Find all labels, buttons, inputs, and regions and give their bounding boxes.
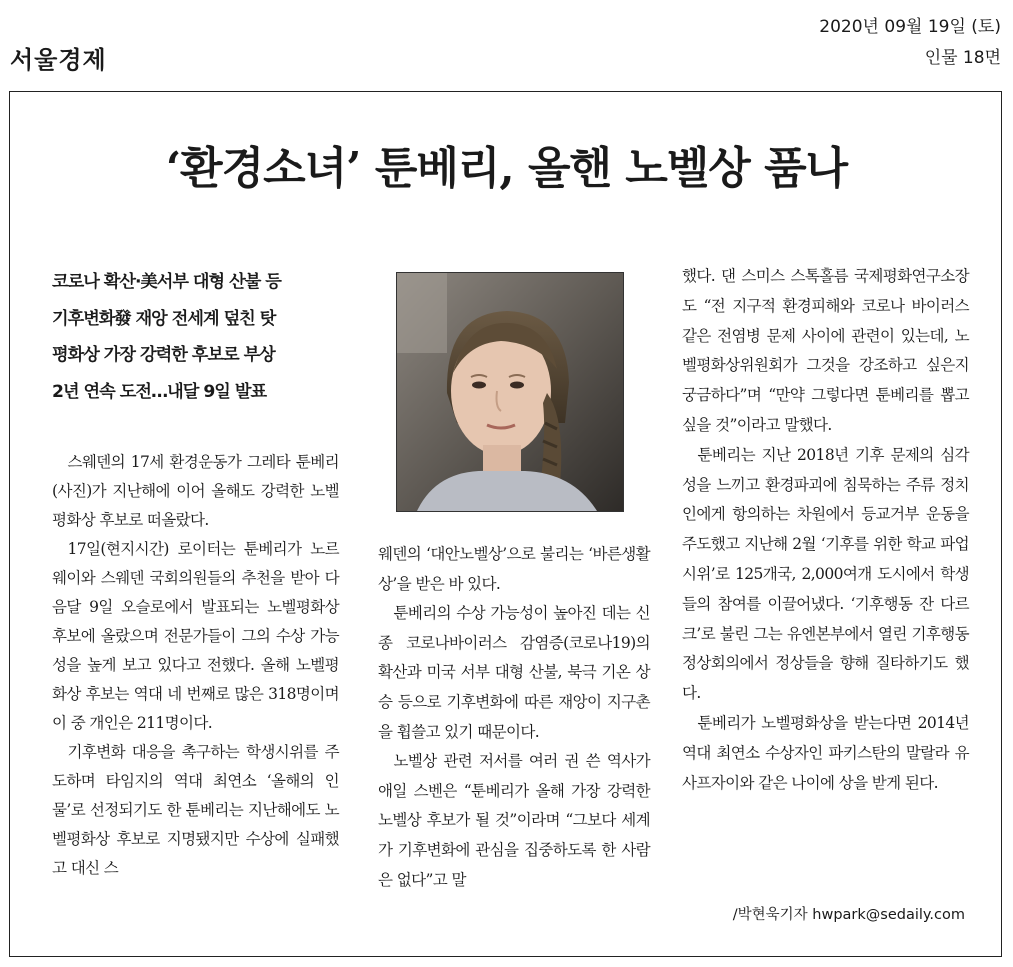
- paragraph: 툰베리는 지난 2018년 기후 문제의 심각성을 느끼고 환경파괴에 침묵하는 주류 정치인에게 항의하는 차원에서 등교거부 운동을 주도했고 지난해 2월 ‘기후를 위한 학교 파업 시위’로 125개국, 2,000여개 도시에서 학생들의 참여를 이끌어냈다. ‘기후행동 잔 다르크’로 불린 그는 유엔본부에서 열린 기후행동 정상회의에서 정상들을 향해 질타하기도 했다.: [682, 445, 969, 703]
- section-page: 인물 18면: [924, 48, 1001, 68]
- subheadline-line: 기후변화發 재앙 전세계 덮친 탓: [52, 308, 276, 329]
- subheadline-line: 평화상 가장 강력한 후보로 부상: [52, 345, 275, 365]
- paragraph: 17일(현지시간) 로이터는 툰베리가 노르웨이와 스웨덴 국회의원들의 추천을 받아 다음달 9일 오슬로에서 발표되는 노벨평화상 후보에 올랐으며 전문가들이 그의 수상 가능성을 높게 보고 있다고 전했다. 올해 노벨평화상 후보는 역대 네 번째로 많은 318명이며 이 중 개인은 211명이다.: [52, 540, 339, 732]
- article-column-3: [682, 262, 969, 798]
- paragraph: 노벨상 관련 저서를 여러 권 쓴 역사가 애일 스벤은 “툰베리가 올해 가장 강력한 노벨상 후보가 될 것”이라며 “그보다 세계가 기후변화에 관심을 집중하도록 한 사람은 없다”고 말: [378, 752, 650, 889]
- article-column-2: [378, 540, 650, 895]
- publication-date: 2020년 09월 19일 (토): [819, 17, 1001, 37]
- paragraph: 기후변화 대응을 촉구하는 학생시위를 주도하며 타임지의 역대 최연소 ‘올해의 인물’로 선정되기도 한 툰베리는 지난해에도 노벨평화상 후보로 지명됐지만 수상에 실패했고 대신 스: [52, 743, 339, 877]
- article-headline: ‘환경소녀’ 툰베리, 올핸 노벨상 품나: [165, 143, 848, 194]
- portrait-photo: [396, 272, 624, 512]
- reporter-byline: /박현욱기자 hwpark@sedaily.com: [732, 907, 965, 923]
- paragraph: 했다. 댄 스미스 스톡홀름 국제평화연구소장도 “전 지구적 환경피해와 코로나 바이러스 같은 전염병 문제 사이에 관련이 있는데, 노벨평화상위원회가 그것을 강조하고 싶은지 궁금하다”며 “만약 그렇다면 툰베리를 뽑고 싶을 것”이라고 말했다.: [682, 267, 969, 434]
- paragraph: 웨덴의 ‘대안노벨상’으로 불리는 ‘바른생활상’을 받은 바 있다.: [378, 545, 650, 593]
- subheadline-line: 2년 연속 도전…내달 9일 발표: [52, 381, 267, 402]
- paragraph: 툰베리가 노벨평화상을 받는다면 2014년 역대 최연소 수상자인 파키스탄의 말랄라 유사프자이와 같은 나이에 상을 받게 된다.: [682, 713, 969, 792]
- article-column-1: [52, 448, 339, 883]
- dateline: [819, 12, 1001, 74]
- subheadline-line: 코로나 확산·美서부 대형 산불 등: [52, 272, 281, 292]
- subheadline-block: [52, 264, 342, 410]
- newspaper-masthead: 서울경제: [10, 46, 107, 74]
- paragraph: 툰베리의 수상 가능성이 높아진 데는 신종 코로나바이러스 감염증(코로나19)의 확산과 미국 서부 대형 산불, 북극 기온 상승 등으로 기후변화에 따른 재앙이 지구촌을 휩쓸고 있기 때문이다.: [378, 604, 650, 741]
- paragraph: 스웨덴의 17세 환경운동가 그레타 툰베리(사진)가 지난해에 이어 올해도 강력한 노벨평화상 후보로 떠올랐다.: [52, 453, 339, 529]
- portrait-illustration: [397, 273, 623, 511]
